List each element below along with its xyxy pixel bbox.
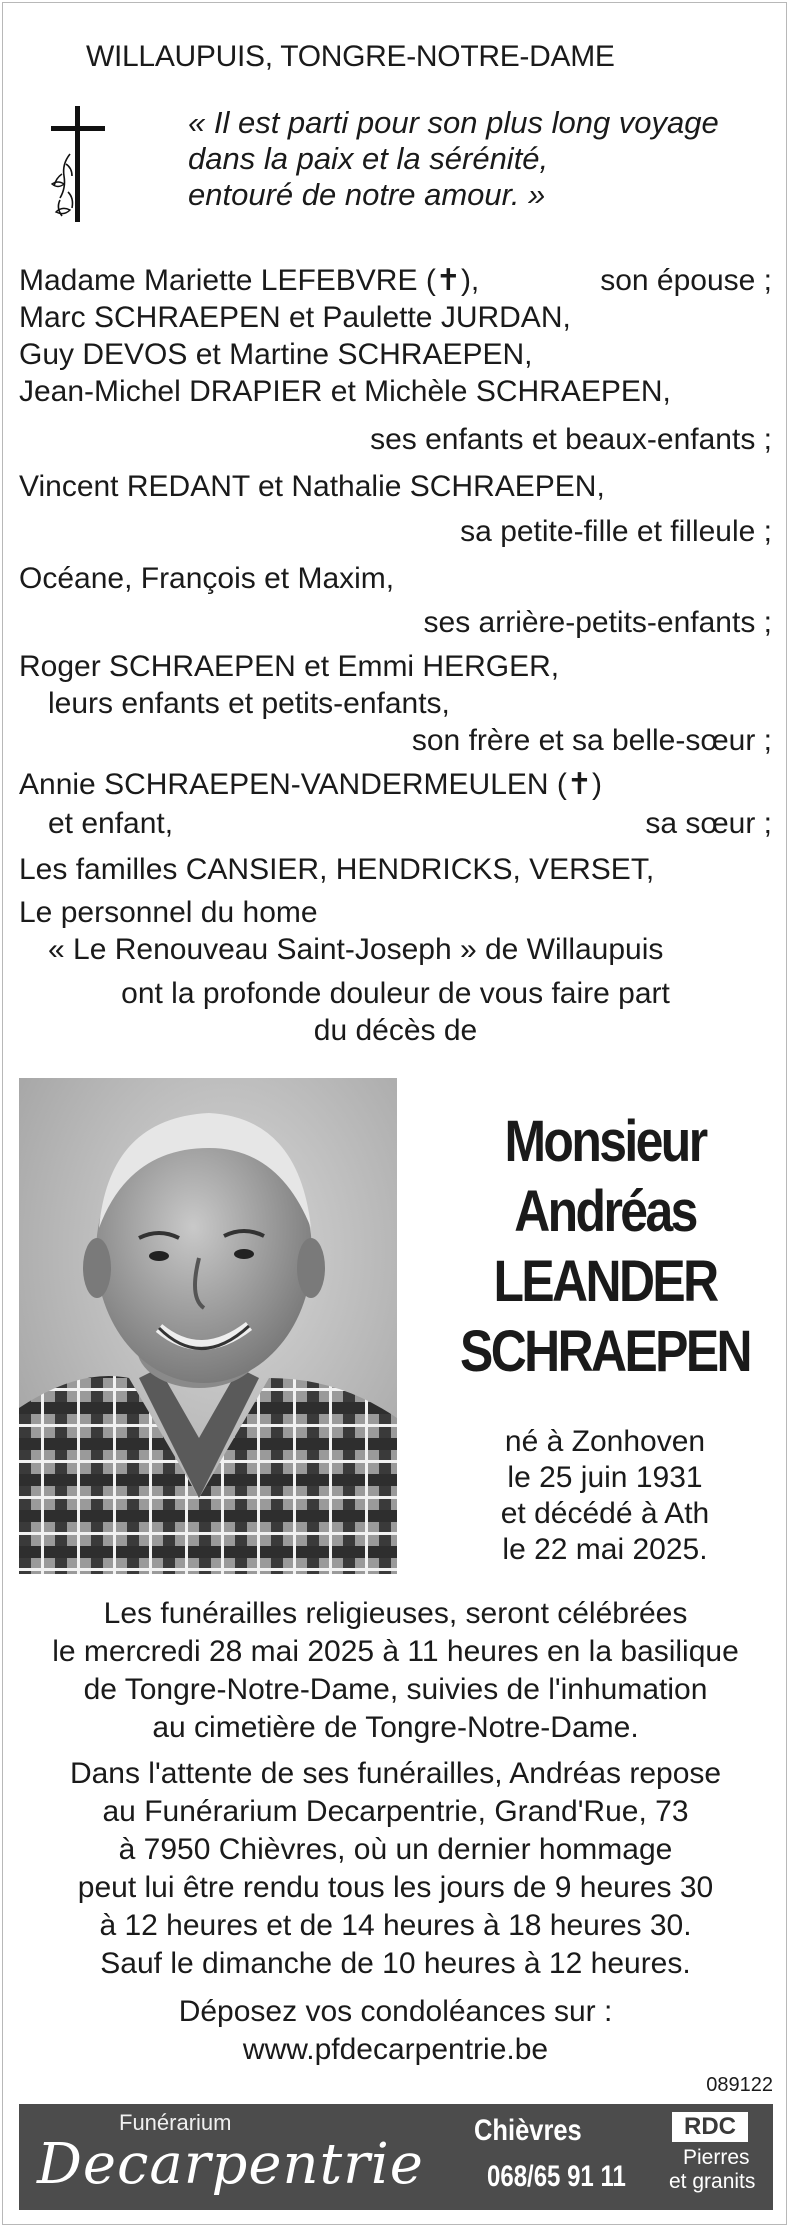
family-line: Jean-Michel DRAPIER et Michèle SCHRAEPEN,	[19, 375, 671, 408]
portrait-photo	[19, 1078, 397, 1574]
family-relation: ses arrière-petits-enfants ;	[423, 606, 772, 639]
family-line: Guy DEVOS et Martine SCHRAEPEN,	[19, 338, 533, 371]
announce-line-1: ont la profonde douleur de vous faire part	[121, 977, 670, 1010]
rdc-line-1: Pierres	[683, 2146, 750, 2169]
family-line: Roger SCHRAEPEN et Emmi HERGER,	[19, 650, 560, 683]
quote-line-2: dans la paix et la sérénité,	[188, 141, 549, 176]
death-place: et décédé à Ath	[500, 1497, 710, 1530]
family-relation: son frère et sa belle-sœur ;	[411, 724, 772, 757]
rdc-logo: RDC	[672, 2112, 748, 2142]
family-line: Annie SCHRAEPEN-VANDERMEULEN (✝)	[19, 768, 603, 801]
funeral-home-banner	[19, 2104, 773, 2210]
cross-icon	[48, 104, 108, 224]
rdc-line-2: et granits	[669, 2170, 756, 2193]
funeral-line: le mercredi 28 mai 2025 à 11 heures en la basilique	[52, 1635, 739, 1668]
family-line: Marc SCHRAEPEN et Paulette JURDAN,	[19, 301, 571, 334]
birth-place: né à Zonhoven	[504, 1425, 706, 1458]
family-line: leurs enfants et petits-enfants,	[48, 687, 450, 720]
visit-line: à 12 heures et de 14 heures à 18 heures 30.	[99, 1909, 692, 1942]
family-line: « Le Renouveau Saint-Joseph » de Willaupuis	[48, 933, 664, 966]
condolence-label: Déposez vos condoléances sur :	[178, 1995, 613, 2028]
birth-date: le 25 juin 1931	[507, 1461, 703, 1494]
deceased-last-name: SCHRAEPEN	[460, 1319, 750, 1384]
family-relation: son épouse ;	[600, 264, 772, 297]
town-heading: WILLAUPUIS, TONGRE-NOTRE-DAME	[86, 40, 615, 73]
visit-line: au Funérarium Decarpentrie, Grand'Rue, 73	[102, 1795, 689, 1828]
family-line: Madame Mariette LEFEBVRE (✝),	[19, 264, 480, 297]
banner-city: Chièvres	[474, 2114, 582, 2147]
deceased-first-name: Andréas	[514, 1179, 696, 1244]
family-relation: ses enfants et beaux-enfants ;	[370, 423, 772, 456]
funeral-line: de Tongre-Notre-Dame, suivies de l'inhumation	[83, 1673, 708, 1706]
banner-brand: Decarpentrie	[37, 2132, 424, 2197]
family-line: et enfant,	[48, 807, 174, 840]
family-line: Les familles CANSIER, HENDRICKS, VERSET,	[19, 853, 655, 886]
funeral-line: Les funérailles religieuses, seront célébrées	[103, 1597, 688, 1630]
visit-line: à 7950 Chièvres, où un dernier hommage	[118, 1833, 673, 1866]
banner-phone: 068/65 91 11	[487, 2160, 626, 2193]
funeral-line: au cimetière de Tongre-Notre-Dame.	[152, 1711, 639, 1744]
visit-line: peut lui être rendu tous les jours de 9 heures 30	[77, 1871, 714, 1904]
family-line: Vincent REDANT et Nathalie SCHRAEPEN,	[19, 470, 605, 503]
deceased-title: Monsieur	[504, 1109, 706, 1174]
visit-line: Sauf le dimanche de 10 heures à 12 heures.	[100, 1947, 691, 1980]
family-line: Océane, François et Maxim,	[19, 562, 395, 595]
quote-line-1: « Il est parti pour son plus long voyage	[188, 105, 719, 140]
visit-line: Dans l'attente de ses funérailles, Andréas repose	[69, 1757, 722, 1790]
quote-line-3: entouré de notre amour. »	[188, 177, 546, 212]
death-date: le 22 mai 2025.	[502, 1533, 708, 1566]
reference-number: 089122	[706, 2074, 773, 2096]
family-relation: sa petite-fille et filleule ;	[460, 515, 772, 548]
deceased-middle-name: LEANDER	[493, 1249, 717, 1314]
announce-line-2: du décès de	[313, 1014, 478, 1047]
epitaph-quote	[188, 105, 719, 213]
family-relation: sa sœur ;	[645, 807, 772, 840]
family-line: Le personnel du home	[19, 896, 318, 929]
condolence-website[interactable]: www.pfdecarpentrie.be	[242, 2033, 549, 2066]
banner-label: Funérarium	[119, 2110, 232, 2135]
